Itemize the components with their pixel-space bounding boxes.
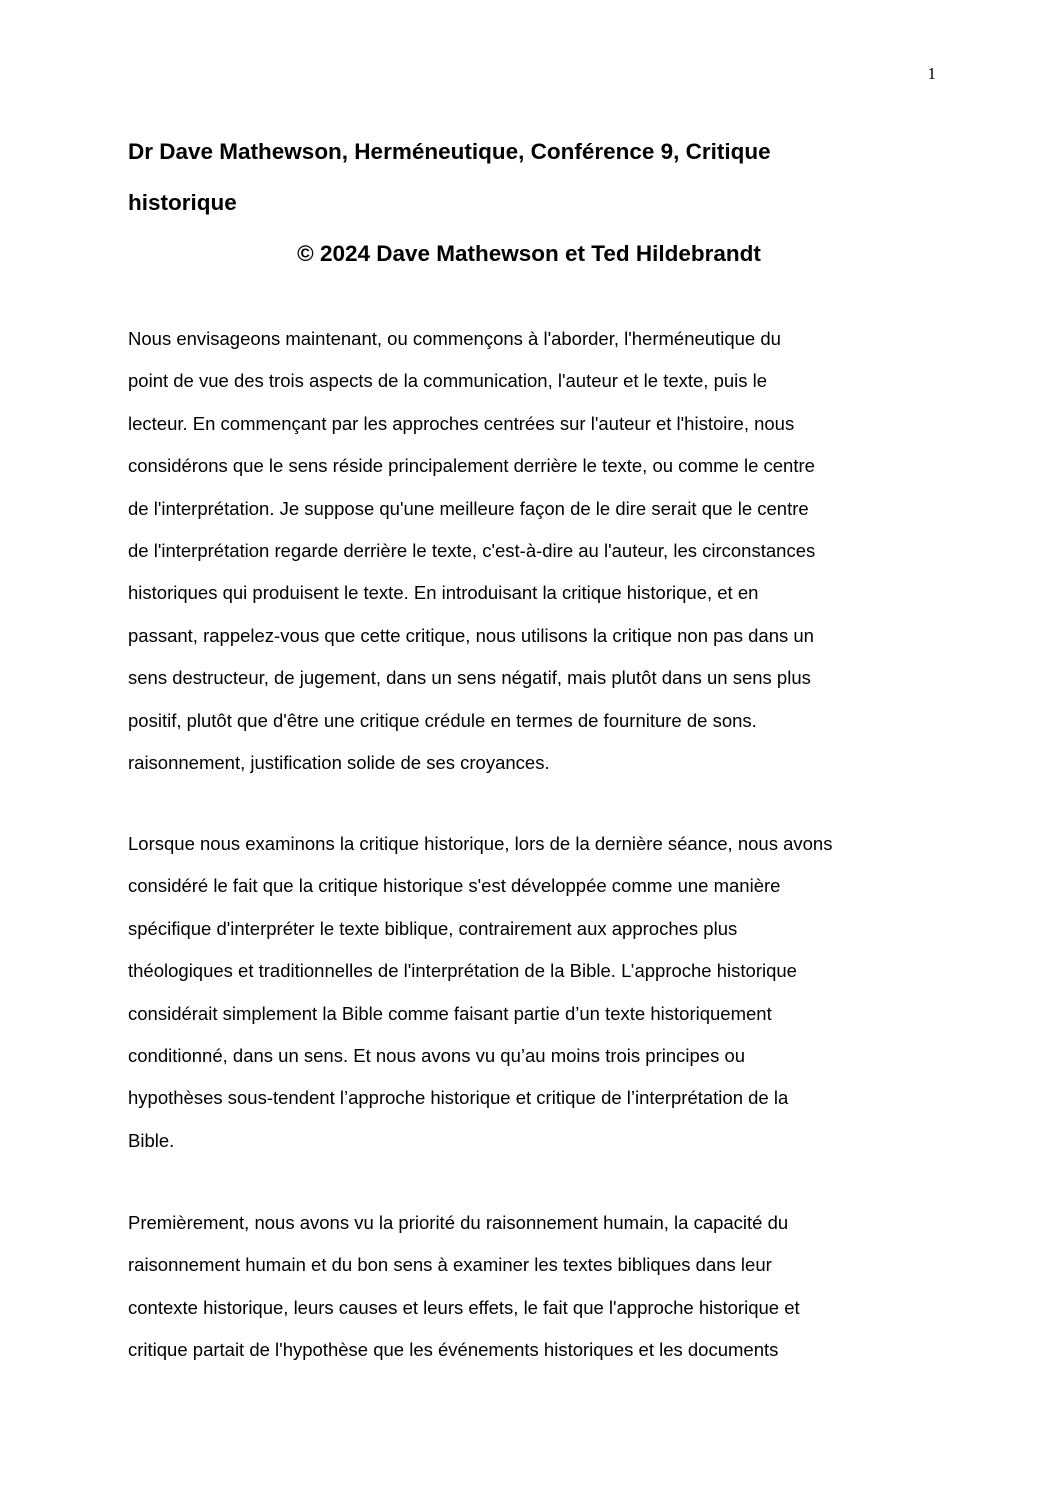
text-line: de l'interprétation regarde derrière le texte, c'est-à-dire au l'auteur, les circonstances (128, 540, 816, 562)
text-line: positif, plutôt que d'être une critique crédule en termes de fourniture de sons. (128, 709, 757, 731)
text-line: point de vue des trois aspects de la communication, l'auteur et le texte, puis le (128, 370, 768, 392)
text-line: raisonnement humain et du bon sens à examiner les textes bibliques dans leur (128, 1254, 772, 1276)
document-title (128, 126, 928, 228)
text-line: sens destructeur, de jugement, dans un sens négatif, mais plutôt dans un sens plus (128, 667, 811, 689)
text-line: conditionné, dans un sens. Et nous avons vu qu’au moins trois principes ou (128, 1045, 746, 1067)
text-line: théologiques et traditionnelles de l'interprétation de la Bible. L’approche historique (128, 960, 797, 982)
text-line: critique partait de l'hypothèse que les événements historiques et les documents (128, 1339, 779, 1361)
copyright-notice: © 2024 Dave Mathewson et Ted Hildebrandt (297, 241, 761, 266)
text-line: lecteur. En commençant par les approches centrées sur l'auteur et l'histoire, nous (128, 412, 795, 434)
text-line: considéré le fait que la critique historique s'est développée comme une manière (128, 875, 781, 897)
title-line-2: historique (128, 190, 237, 215)
text-line: Premièrement, nous avons vu la priorité du raisonnement humain, la capacité du (128, 1212, 789, 1233)
text-line: Nous envisageons maintenant, ou commençons à l'aborder, l'herméneutique du (128, 328, 781, 349)
text-line: de l'interprétation. Je suppose qu'une meilleure façon de le dire serait que le centre (128, 497, 809, 519)
text-line: hypothèses sous-tendent l’approche historique et critique de l’interprétation de la (128, 1087, 789, 1109)
text-line: contexte historique, leurs causes et leurs effets, le fait que l'approche historique et (128, 1296, 800, 1318)
page-number: 1 (927, 64, 936, 83)
text-line: raisonnement, justification solide de ses croyances. (128, 752, 550, 774)
text-line: considérons que le sens réside principalement derrière le texte, ou comme le centre (128, 455, 815, 477)
paragraph-3 (128, 1202, 928, 1372)
paragraph-1 (128, 318, 928, 784)
title-line-1: Dr Dave Mathewson, Herméneutique, Conférence 9, Critique (128, 139, 771, 164)
text-line: Lorsque nous examinons la critique historique, lors de la dernière séance, nous avons (128, 833, 833, 854)
text-line: spécifique d'interpréter le texte biblique, contrairement aux approches plus (128, 917, 738, 939)
text-line: passant, rappelez-vous que cette critique, nous utilisons la critique non pas dans un (128, 624, 814, 646)
text-line: historiques qui produisent le texte. En introduisant la critique historique, et en (128, 582, 759, 604)
text-line: considérait simplement la Bible comme faisant partie d’un texte historiquement (128, 1002, 772, 1024)
text-line: Bible. (128, 1129, 175, 1151)
paragraph-2 (128, 823, 928, 1162)
